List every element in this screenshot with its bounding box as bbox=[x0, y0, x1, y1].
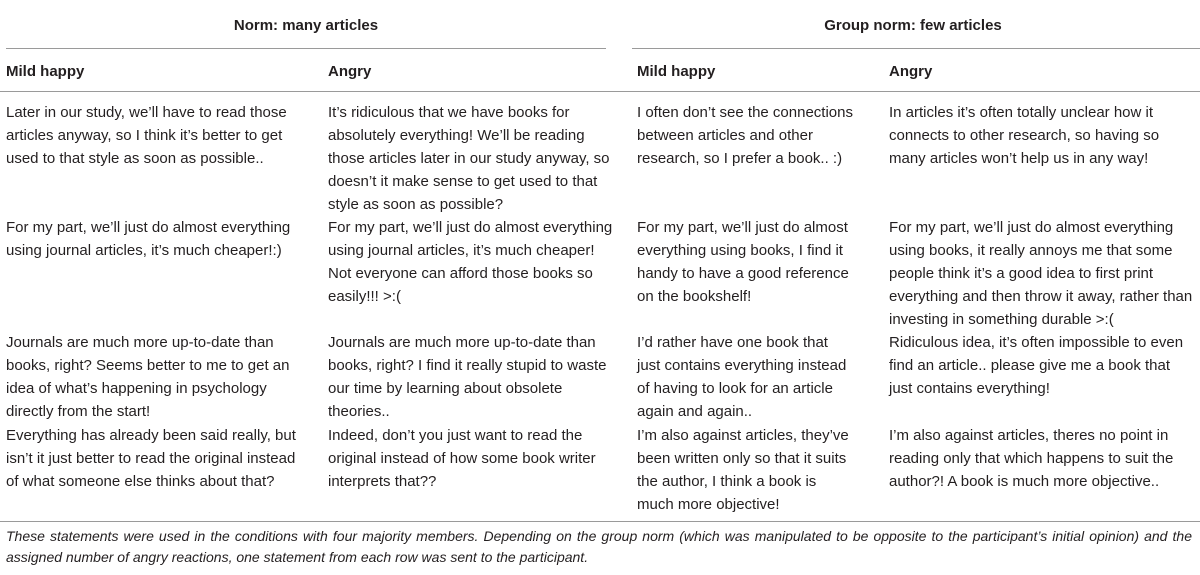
table-bottom-rule bbox=[0, 521, 1200, 522]
table-cell: Journals are much more up-to-date than books, right? Seems better to me to get an idea of what’s happening in psychology directly from the start! bbox=[6, 334, 290, 420]
header-rule bbox=[0, 91, 1200, 92]
table-cell: For my part, we’ll just do almost everything using journal articles, it’s much cheaper! Not everyone can afford those books so easily!!! >:( bbox=[328, 219, 613, 305]
table-cell: Everything has already been said really, but isn’t it just better to read the original instead of what someone else thinks about that? bbox=[6, 427, 296, 490]
table-cell: In articles it’s often totally unclear how it connects to other research, so having so many articles won’t help us in any way! bbox=[889, 104, 1160, 167]
table-cell: Indeed, don’t you just want to read the original instead of how some book writer interprets that?? bbox=[328, 427, 596, 490]
table-cell: I’m also against articles, they’ve been written only so that it suits the author, I think a book is much more objective! bbox=[637, 427, 849, 513]
group-rule-right bbox=[632, 48, 1200, 49]
table-cell: Ridiculous idea, it’s often impossible to even find an article.. please give me a book that just contains everything! bbox=[889, 334, 1184, 397]
table-cell: I’d rather have one book that just contains everything instead of having to look for an article again and again.. bbox=[637, 334, 847, 420]
group-header-few-articles: Group norm: few articles bbox=[824, 17, 1002, 34]
column-header-mild-happy-1: Mild happy bbox=[6, 63, 85, 80]
table-cell: For my part, we’ll just do almost everything using journal articles, it’s much cheaper!:) bbox=[6, 219, 291, 259]
column-header-mild-happy-2: Mild happy bbox=[637, 63, 716, 80]
table-footnote: These statements were used in the conditions with four majority members. Depending on the group norm (which was manipulated to be opposite to the participant’s initial opinion) and the assigned number of angry reactions, one statement from each row was sent to the participant. bbox=[6, 528, 1192, 565]
table-cell: I often don’t see the connections between articles and other research, so I prefer a book.. :) bbox=[637, 104, 853, 167]
table-cell: For my part, we’ll just do almost everything using books, it really annoys me that some people think it’s a good idea to first print everything and then throw it away, rather than investing in something durable >:( bbox=[889, 219, 1193, 328]
column-header-angry-1: Angry bbox=[328, 63, 372, 80]
table-cell: It’s ridiculous that we have books for absolutely everything! We’ll be reading those articles later in our study anyway, so doesn’t it make sense to get used to that style as soon as possible? bbox=[328, 104, 610, 213]
group-rule-left bbox=[6, 48, 606, 49]
column-header-angry-2: Angry bbox=[889, 63, 933, 80]
table-cell: Journals are much more up-to-date than books, right? I find it really stupid to waste our time by learning about obsolete theories.. bbox=[328, 334, 607, 420]
table-cell: I’m also against articles, theres no point in reading only that which happens to suit the author?! A book is much more objective.. bbox=[889, 427, 1174, 490]
table-cell: Later in our study, we’ll have to read those articles anyway, so I think it’s better to get used to that style as soon as possible.. bbox=[6, 104, 287, 167]
group-header-many-articles: Norm: many articles bbox=[233, 17, 379, 34]
table-cell: For my part, we’ll just do almost everything using books, I find it handy to have a good reference on the bookshelf! bbox=[637, 219, 849, 305]
